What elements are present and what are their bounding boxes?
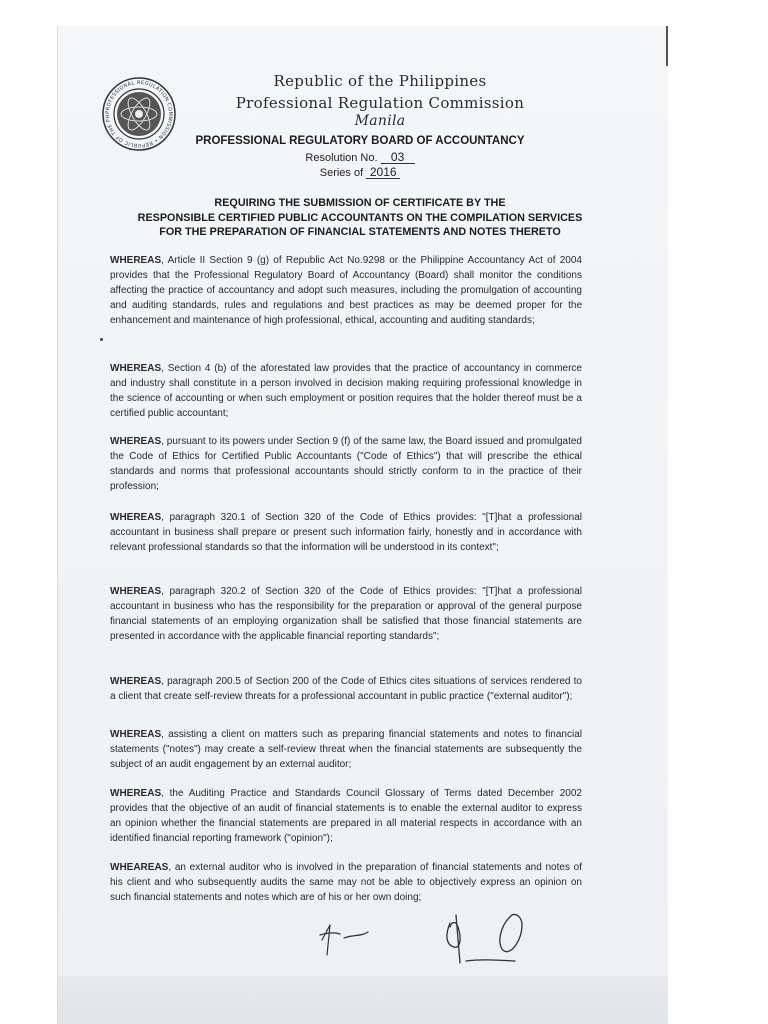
whereas-lead: WHEREAS	[110, 436, 162, 447]
whereas-text: , Article II Section 9 (g) of Republic Act No.9298 or the Philippine Accountancy Act of 2004 provides that the Professional Regulatory Board of Accountancy (Board) shall monitor the conditions affecting the practice of accountancy and adopt such measures, including the promulgation of accounting and auditing standards, rules and regulations and best practices as may be deemed proper for the enhancement and maintenance of high professional, ethical, accounting and auditing standards;	[110, 255, 582, 326]
commission-heading: Professional Regulation Commission	[235, 94, 525, 112]
page-edge-mark	[666, 26, 668, 66]
whereas-text: , assisting a client on matters such as preparing financial statements and notes to financial statements ("notes") may create a self-review threat when the financial statements are subsequently the subject of an audit engagement by an external auditor;	[110, 729, 582, 770]
series-label: Series of	[319, 167, 364, 179]
whereas-paragraph	[110, 674, 582, 704]
whereas-text: , paragraph 320.2 of Section 320 of the Code of Ethics provides: "[T]hat a professional accountant in business who has the responsibility for the preparation or approval of the general purpose financial statements of an employing organization shall be satisfied that those financial statements are presented in accordance with the applicable financial reporting standards";	[110, 586, 582, 642]
board-name: PROFESSIONAL REGULATORY BOARD OF ACCOUNTANCY	[195, 135, 525, 147]
whereas-lead: WHEREAS	[110, 255, 162, 266]
series-year: 2016	[366, 166, 400, 179]
title-line-3: FOR THE PREPARATION OF FINANCIAL STATEMENTS AND NOTES THERETO	[159, 226, 561, 238]
resolution-number-line	[250, 151, 470, 164]
whereas-lead: WHEAREAS	[110, 862, 169, 873]
stray-mark	[100, 338, 103, 341]
page-bottom-shadow	[58, 976, 668, 1024]
resolution-number: 03	[381, 151, 415, 164]
signature-mark-2	[447, 915, 460, 963]
resolution-label: Resolution No.	[305, 152, 378, 164]
whereas-lead: WHEREAS	[110, 363, 162, 374]
whereas-paragraph	[110, 786, 582, 846]
whereas-paragraph	[110, 727, 582, 772]
svg-text:PROFESSIONAL REGULATION COMMIS: PROFESSIONAL REGULATION COMMISSION • REPUBLIC OF THE PH	[104, 79, 174, 149]
whereas-lead: WHEREAS	[110, 729, 162, 740]
whereas-text: , paragraph 320.1 of Section 320 of the Code of Ethics provides: "[T]hat a professional accountant in business shall prepare or present such information fairly, honestly and in accordance with relevant professional standards so that the information will be understood in its context";	[110, 512, 582, 553]
whereas-paragraph	[110, 510, 582, 555]
signature-mark-3	[466, 914, 522, 961]
resolution-title	[110, 196, 610, 240]
whereas-text: , pursuant to its powers under Section 9 (f) of the same law, the Board issued and promulgated the Code of Ethics for Certified Public Accountants ("Code of Ethics") that will prescribe the ethical standards and norms that professional accountants should strictly conform to in the practice of their profession;	[110, 436, 582, 492]
whereas-paragraph	[110, 860, 582, 905]
whereas-lead: WHEREAS	[110, 512, 162, 523]
initials-signatures	[300, 905, 560, 975]
whereas-text: , an external auditor who is involved in the preparation of financial statements and notes of his client and who subsequently audits the same may not be able to objectively express an opinion on such financial statements and notes which are of his or her own doing;	[110, 862, 582, 903]
whereas-lead: WHEREAS	[110, 586, 162, 597]
whereas-text: , paragraph 200.5 of Section 200 of the Code of Ethics cites situations of services rendered to a client that create self-review threats for a professional accountant in public practice ("external auditor");	[110, 676, 582, 702]
scan-margin	[0, 0, 58, 1024]
whereas-lead: WHEREAS	[110, 788, 162, 799]
whereas-text: , Section 4 (b) of the aforestated law provides that the practice of accountancy in commerce and industry shall constitute in a person involved in decision making requiring professional knowledge in the science of accounting or when such employment or position requires that the holder thereof must be a certified public accountant;	[110, 363, 582, 419]
whereas-lead: WHEREAS	[110, 676, 162, 687]
title-line-1: REQUIRING THE SUBMISSION OF CERTIFICATE BY THE	[214, 197, 506, 209]
series-line	[250, 166, 470, 179]
whereas-paragraph	[110, 253, 582, 328]
signature-mark-1	[320, 925, 368, 955]
whereas-text: , the Auditing Practice and Standards Council Glossary of Terms dated December 2002 provides that the objective of an audit of financial statements is to enable the external auditor to express an opinion whether the financial statements are prepared in all material respects in accordance with an identified financial reporting framework ("opinion");	[110, 788, 582, 844]
whereas-paragraph	[110, 361, 582, 421]
whereas-paragraph	[110, 434, 582, 494]
whereas-paragraph	[110, 584, 582, 644]
republic-heading: Republic of the Philippines	[273, 72, 487, 90]
city-heading: Manila	[354, 113, 406, 129]
title-line-2: RESPONSIBLE CERTIFIED PUBLIC ACCOUNTANTS ON THE COMPILATION SERVICES	[137, 211, 583, 224]
